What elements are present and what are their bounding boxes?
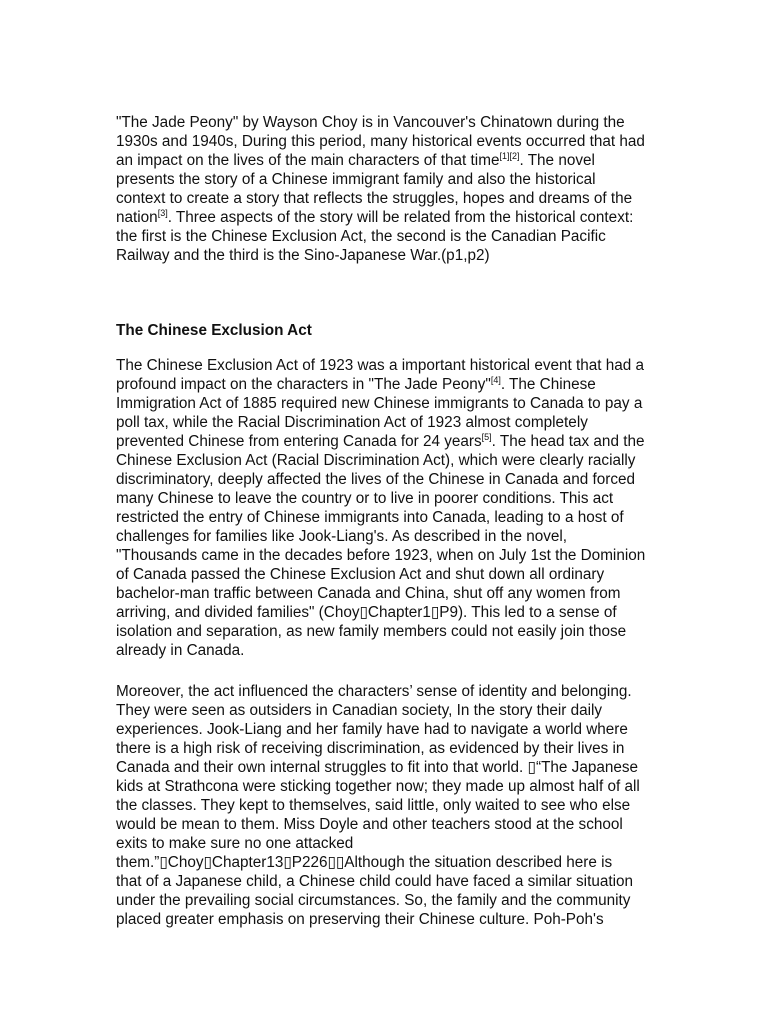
text-line	[116, 113, 661, 132]
section-heading: The Chinese Exclusion Act	[116, 322, 312, 339]
text-run: would be mean to them. Miss Doyle and other teachers stood at the school	[116, 816, 623, 833]
text-run: them.”▯Choy▯Chapter13▯P226▯▯Although the situation described here is	[116, 854, 613, 871]
text-line	[116, 151, 661, 170]
text-run: that of a Japanese child, a Chinese child could have faced a similar situation	[116, 873, 634, 890]
text-run: challenges for families like Jook-Liang's. As described in the novel,	[116, 528, 568, 545]
text-line	[116, 413, 661, 432]
text-line	[116, 815, 661, 834]
text-line	[116, 777, 661, 796]
text-run: restricted the entry of Chinese immigrants into Canada, leading to a host of	[116, 509, 624, 526]
text-run: They were seen as outsiders in Canadian society, In the story their daily	[116, 702, 603, 719]
text-run: there is a high risk of receiving discrimination, as evidenced by their lives in	[116, 740, 625, 757]
text-line	[116, 910, 661, 929]
citation-superscript: [4]	[490, 375, 501, 385]
text-line	[116, 584, 661, 603]
text-line	[116, 375, 661, 394]
text-run: of Canada passed the Chinese Exclusion Act and shut down all ordinary	[116, 566, 605, 583]
exclusion-act-paragraph	[116, 356, 661, 660]
text-run: exits to make sure no one attacked	[116, 835, 354, 852]
text-run: . The Chinese	[500, 376, 596, 393]
text-run: Chinese Exclusion Act (Racial Discrimination Act), which were clearly racially	[116, 452, 636, 469]
text-line	[116, 508, 661, 527]
citation-superscript: [1][2]	[499, 151, 520, 161]
text-line	[116, 603, 661, 622]
text-run: experiences. Jook-Liang and her family have had to navigate a world where	[116, 721, 628, 738]
text-run: The Chinese Exclusion Act of 1923 was a important historical event that had a	[116, 357, 645, 374]
text-run: an impact on the lives of the main characters of that time	[116, 152, 500, 169]
text-run: "Thousands came in the decades before 1923, when on July 1st the Dominion	[116, 547, 646, 564]
citation-superscript: [5]	[481, 432, 492, 442]
text-run: many Chinese to leave the country or to live in poorer conditions. This act	[116, 490, 614, 507]
text-line	[116, 565, 661, 584]
text-line	[116, 170, 661, 189]
text-run: context to create a story that reflects the struggles, hopes and dreams of the	[116, 190, 633, 207]
intro-paragraph	[116, 113, 661, 265]
citation-superscript: [3]	[157, 208, 168, 218]
text-run: prevented Chinese from entering Canada for 24 years	[116, 433, 482, 450]
text-line	[116, 758, 661, 777]
text-run: already in Canada.	[116, 642, 245, 659]
text-run: the classes. They kept to themselves, said little, only waited to see who else	[116, 797, 631, 814]
text-run: discriminatory, deeply affected the lives of the Chinese in Canada and forced	[116, 471, 635, 488]
text-run: 1930s and 1940s, During this period, many historical events occurred that had	[116, 133, 645, 150]
text-line	[116, 489, 661, 508]
text-line	[116, 470, 661, 489]
text-line	[116, 641, 661, 660]
text-run: Immigration Act of 1885 required new Chinese immigrants to Canada to pay a	[116, 395, 643, 412]
text-line	[116, 227, 661, 246]
text-run: . The head tax and the	[491, 433, 645, 450]
text-run: "The Jade Peony" by Wayson Choy is in Vancouver's Chinatown during the	[116, 114, 625, 131]
text-run: . The novel	[519, 152, 595, 169]
text-run: the first is the Chinese Exclusion Act, the second is the Canadian Pacific	[116, 228, 606, 245]
text-run: poll tax, while the Racial Discrimination Act of 1923 almost completely	[116, 414, 588, 431]
text-line	[116, 527, 661, 546]
text-run: profound impact on the characters in "The Jade Peony"	[116, 376, 491, 393]
text-line	[116, 546, 661, 565]
text-run: placed greater emphasis on preserving their Chinese culture. Poh-Poh's	[116, 911, 604, 928]
text-line	[116, 739, 661, 758]
text-run: . Three aspects of the story will be related from the historical context:	[167, 209, 634, 226]
text-run: under the prevailing social circumstances. So, the family and the community	[116, 892, 631, 909]
text-line	[116, 853, 661, 872]
text-run: isolation and separation, as new family members could not easily join those	[116, 623, 627, 640]
text-run: Canada and their own internal struggles to fit into that world. ▯“The Japanese	[116, 759, 639, 776]
text-run: Railway and the third is the Sino-Japanese War.(p1,p2)	[116, 247, 490, 264]
text-line	[116, 246, 661, 265]
text-line	[116, 394, 661, 413]
text-line	[116, 796, 661, 815]
text-run: kids at Strathcona were sticking together now; they made up almost half of all	[116, 778, 640, 795]
text-line	[116, 701, 661, 720]
text-line	[116, 208, 661, 227]
text-line	[116, 872, 661, 891]
text-run: Moreover, the act influenced the characters’ sense of identity and belonging.	[116, 683, 632, 700]
text-run: bachelor-man traffic between Canada and China, shut off any women from	[116, 585, 621, 602]
text-run: nation	[116, 209, 158, 226]
identity-paragraph	[116, 682, 661, 929]
text-run: arriving, and divided families" (Choy▯Chapter1▯P9). This led to a sense of	[116, 604, 617, 621]
text-line	[116, 432, 661, 451]
text-line	[116, 356, 661, 375]
text-line	[116, 451, 661, 470]
text-line	[116, 834, 661, 853]
text-line	[116, 622, 661, 641]
text-line	[116, 720, 661, 739]
text-line	[116, 682, 661, 701]
text-run: presents the story of a Chinese immigrant family and also the historical	[116, 171, 596, 188]
text-line	[116, 891, 661, 910]
text-line	[116, 132, 661, 151]
text-line	[116, 189, 661, 208]
